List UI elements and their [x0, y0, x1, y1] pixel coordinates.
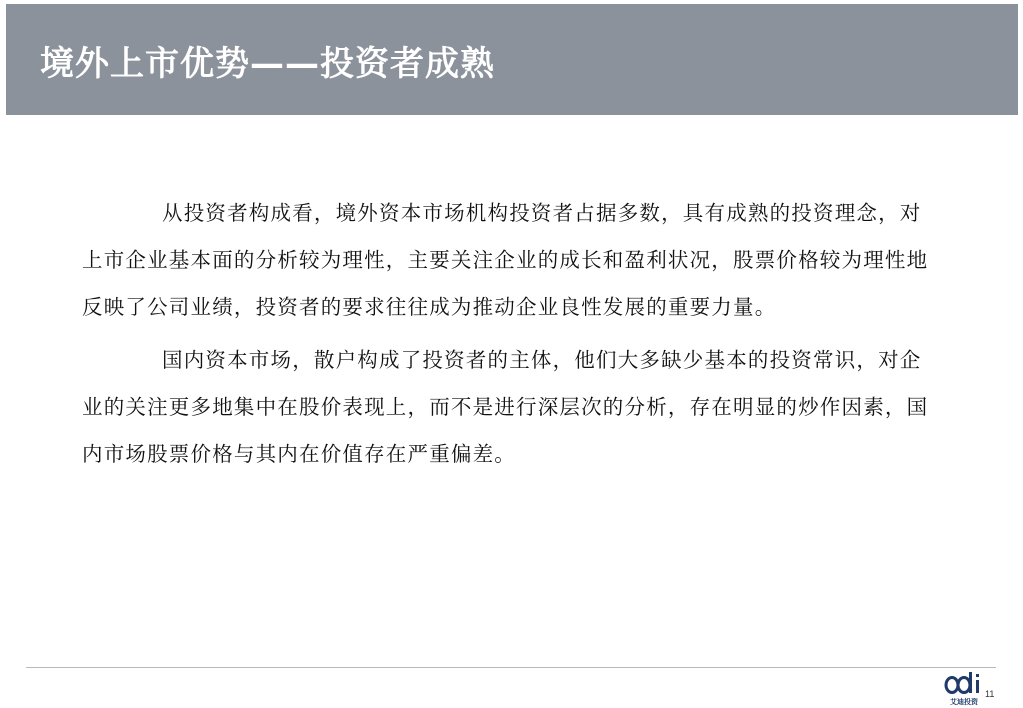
paragraph-domestic-market: 国内资本市场，散户构成了投资者的主体，他们大多缺少基本的投资常识，对企业的关注更多地集中在股价表现上，而不是进行深层次的分析，存在明显的炒作因素，国内市场股票价格与其内在价值存在严重偏差。	[82, 348, 929, 466]
logo-text: 艾迪投资	[950, 698, 978, 706]
page-number: 11	[985, 689, 995, 699]
company-logo	[944, 672, 984, 706]
title-bar	[6, 4, 1018, 115]
footer-divider	[26, 667, 996, 668]
slide-body	[82, 190, 932, 478]
paragraph-institutional-investors: 从投资者构成看，境外资本市场机构投资者占据多数，具有成熟的投资理念，对上市企业基本面的分析较为理性，主要关注企业的成长和盈利状况，股票价格较为理性地反映了公司业绩，投资者的要求往往成为推动企业良性发展的重要力量。	[82, 201, 929, 319]
slide-title: 境外上市优势——投资者成熟	[40, 44, 495, 84]
